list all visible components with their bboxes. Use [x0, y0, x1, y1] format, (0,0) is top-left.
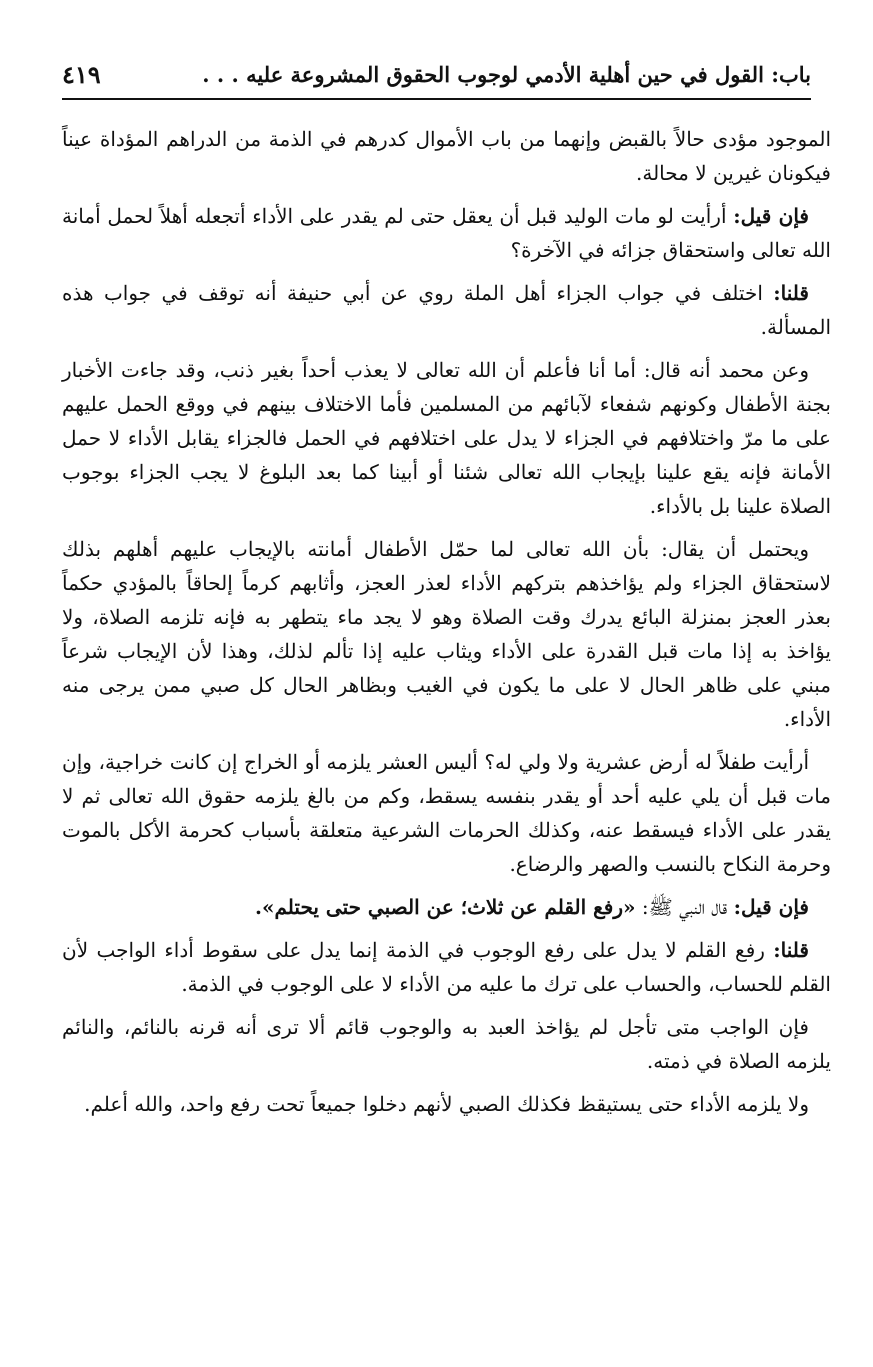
paragraph-1 [62, 122, 831, 190]
page-body [62, 122, 831, 1127]
paragraph-text: اختلف في جواب الجزاء أهل الملة روي عن أبي حنيفة أنه توقف في جواب هذه المسألة. [62, 281, 831, 339]
paragraph-lead: فإن قيل: [733, 895, 809, 919]
hadith-quote: «رفع القلم عن ثلاث؛ عن الصبي حتى يحتلم». [255, 895, 636, 919]
paragraph-text: وعن محمد أنه قال: أما أنا فأعلم أن الله تعالى لا يعذب أحداً بغير ذنب، وقد جاءت الأخبار بجنة الأطفال وكونهم شفعاء لآبائهم من المسلمين فأما الاختلاف بينهم في ووقع الحمل عليهم على ما مرّ واختلافهم في الجزاء لا يدل على اختلافهم في الحمل فالجزاء يقابل الأداء لا حمل الأمانة فإنه يقع علينا بإيجاب الله تعالى شئنا أو أبينا كما بعد البلوغ لا يجب الجزاء بوجوب الصلاة علينا بل بالأداء. [62, 358, 831, 518]
paragraph-7 [62, 890, 831, 924]
paragraph-3 [62, 276, 831, 344]
paragraph-text: فإن الواجب متى تأجل لم يؤاخذ العبد به والوجوب قائم ألا ترى أنه قرنه بالنائم، والنائم يلزمه الصلاة في ذمته. [62, 1015, 831, 1073]
page-number: ٤١٩ [62, 60, 101, 89]
paragraph-text: أرأيت لو مات الوليد قبل أن يعقل حتى لم يقدر على الأداء أتجعله أهلاً لحمل أمانة الله تعالى واستحقاق جزائه في الآخرة؟ [62, 204, 831, 262]
paragraph-6 [62, 745, 831, 881]
paragraph-8 [62, 933, 831, 1001]
running-header [62, 58, 811, 100]
paragraph-lead: قلنا: [773, 938, 809, 962]
paragraph-lead: فإن قيل: [733, 204, 809, 228]
paragraph-5 [62, 532, 831, 736]
paragraph-text: الموجود مؤدى حالاً بالقبض وإنهما من باب الأموال كدرهم في الذمة من الدراهم المؤداة عيناً فيكونان غيرين لا محالة. [62, 127, 831, 185]
paragraph-2 [62, 199, 831, 267]
paragraph-text: ويحتمل أن يقال: بأن الله تعالى لما حمّل الأطفال أمانته بالإيجاب عليهم أهلهم بذلك لاستحقاق الجزاء ولم يؤاخذهم بتركهم الأداء لعذر العجز، وأثابهم كرماً إلحاقاً بالمؤدي حكماً بعذر العجز بمنزلة البائع يدرك وقت الصلاة وهو لا يجد ماء يتطهر به فإنه تلزمه الصلاة، ولا يؤاخذ به إذا مات قبل القدرة على الأداء ويثاب عليه إذا تألم لذلك، وهذا لأن الإيجاب شرعاً مبني على ظاهر الحال لا على ما يكون في الغيب وبظاهر الحال كل صبي ممن يرجى منه الأداء. [62, 537, 831, 731]
paragraph-10 [62, 1087, 831, 1121]
paragraph-text: رفع القلم لا يدل على رفع الوجوب في الذمة إنما يدل على سقوط أداء الواجب لأن القلم للحساب، والحساب على ترك ما عليه من الأداء لا على الوجوب في الذمة. [62, 938, 831, 996]
running-title: باب: القول في حين أهلية الأدمي لوجوب الحقوق المشروعة عليه . . . [202, 62, 811, 87]
paragraph-4 [62, 353, 831, 523]
paragraph-text: أرأيت طفلاً له أرض عشرية ولا ولي له؟ أليس العشر يلزمه أو الخراج إن كانت خراجية، وإن مات قبل أن يلي عليه أحد أو يقدر بنفسه يسقط، وكم من بالغ يلزمه حقوق الله تعالى ثم لا يقدر على الأداء فيسقط عنه، وكذلك الحرمات الشرعية متعلقة بأسباب كحرمة الأكل بالموت وحرمة النكاح بالنسب والصهر والرضاع. [62, 750, 832, 876]
paragraph-text: قال النبي ﷺ: [635, 895, 734, 919]
paragraph-text: ولا يلزمه الأداء حتى يستيقظ فكذلك الصبي لأنهم دخلوا جميعاً تحت رفع واحد، والله أعلم. [84, 1092, 809, 1116]
paragraph-lead: قلنا: [773, 281, 809, 305]
paragraph-9 [62, 1010, 831, 1078]
